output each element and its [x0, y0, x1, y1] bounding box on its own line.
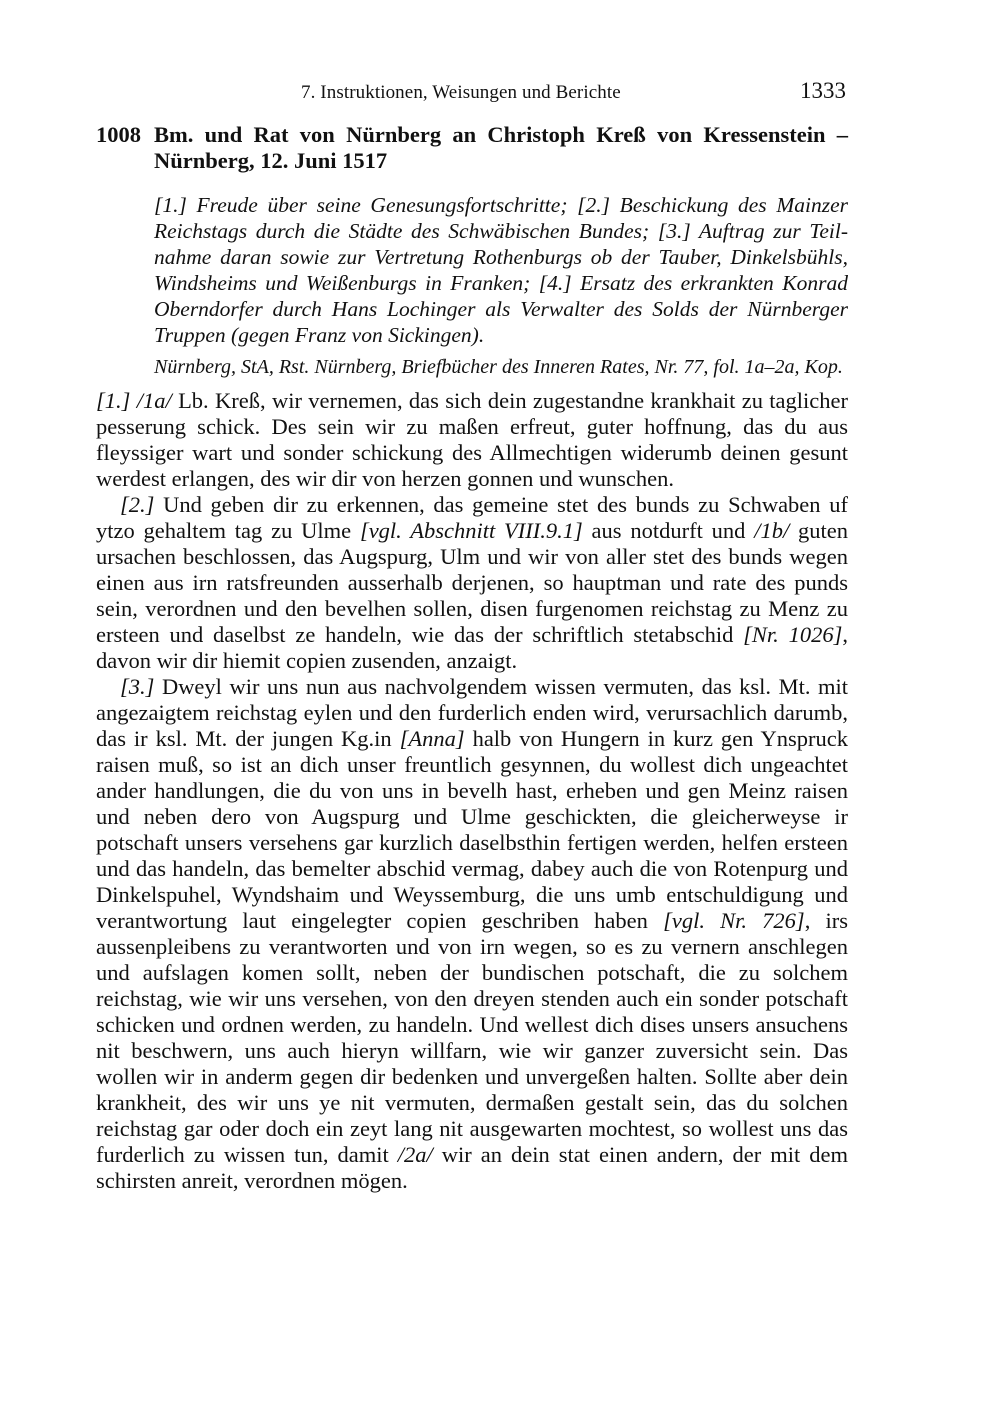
paragraph-1-marker: [1.] /1a/: [96, 388, 172, 413]
paragraph-2-marker: [2.]: [120, 492, 155, 517]
paragraph-2-text-1: Und geben dir zu erkennen, das gemeine stet des bunds zu Schwaben uf ytzo gehaltem tag zu Ulme: [96, 492, 848, 543]
paragraph-3-text-1: Dweyl wir uns nun aus nachvolgendem wissen vermuten, das ksl. Mt. mit angezaigtem reichstag eylen und den furderlich enden wird, verursachlich darumb, das ir ksl. Mt. der jungen Kg.in: [96, 674, 848, 751]
paragraph-3-text-4: wir an dein stat einen andern, der mit dem schirsten anreit, verordnen mögen.: [96, 1142, 848, 1193]
paragraph-3-marker: [3.]: [120, 674, 155, 699]
page-number: 1333: [800, 78, 846, 103]
regest-summary: [1.] Freude über seine Genesungsfortschritte; [2.] Beschickung des Mainzer Reichstags durch die Städte des Schwäbischen Bundes; [3.] Auftrag zur Teilnahme daran sowie zur Vertretung Rothenburgs ob der Tauber, Dinkelsbühls, Windsheims und Weißenburgs in Franken; [4.] Ersatz des erkrankten Konrad Oberndorfer durch Hans Lochinger als Verwalter des Solds der Nürnberger Truppen (gegen Franz von Sickingen).: [154, 193, 848, 347]
paragraph-1-text: Lb. Kreß, wir vernemen, das sich dein zugestandne krankhait zu taglicher pesserung schick. Des sein wir zu maßen erfreut, guter hoffnung, das du aus fleyssiger wart und sonder schickung des Allmechtigen widerumb deinen gesunt werdest erlangen, des wir dir von herzen gonnen und wunschen.: [96, 388, 849, 491]
paragraph-2-editorial-ref-1: [vgl. Abschnitt VIII.9.1]: [359, 518, 583, 543]
page: [96, 72, 848, 1194]
paragraph-3-text-2: halb von Hungern in kurz gen Ynspruck raisen muß, so ist an dich unser freuntlich gesynnen, du wollest dich ungeachtet ander handlungen, die du von uns in bevelh hast, erheben und gen Meinz raisen und neben dero von Augspurg und Ulme geschickten, die gleicherweyse ir potschaft unsers versehens gar kurzlich daselbsthin fertigen werden, helfen ersteen und das handeln, das bemelter abschid vermag, dabey auch die von Rotenpurg und Dinkelspuhel, Wyndshaim und Weyssemburg, die uns umb entschuldigung und verantwortung laut eingelegter copien geschriben haben: [96, 726, 848, 933]
paragraph-3-folio-mark: /2a/: [397, 1142, 433, 1167]
paragraph-3: [96, 674, 848, 1194]
paragraph-2-text-2: aus notdurft und: [582, 518, 755, 543]
paragraph-2-folio-mark: /1b/: [754, 518, 790, 543]
paragraph-2-editorial-ref-2: [Nr. 1026]: [743, 622, 843, 647]
paragraph-1: [96, 388, 848, 492]
document-heading: [96, 122, 848, 174]
paragraph-3-text-3: , irs aussenpleibens zu verantworten und von irn wegen, so es zu vernern anschlegen und aufslagen komen sollt, neben der bundischen potschaft, die zu solchem reichstag, wie wir uns versehen, von den dreyen stenden auch ein sonder potschaft schicken und ordnen werden, zu handeln. Und wellest dich dises unsers ansuchens nit beschwern, uns auch hieryn willfarn, wie wir ganzer zuversicht sein. Das wollen wir in anderm gegen dir bedenken und unvergeßen halten. Sollte aber dein krankheit, des wir uns ye nit vermuten, dermaßen gestalt sein, das du solchen reichstag gar oder doch ein zeyt lang nit ausgewarten mochtest, so wollest uns das furderlich zu wissen tun, damit: [96, 908, 848, 1167]
source-reference: Nürnberg, StA, Rst. Nürnberg, Briefbücher des Inneren Rates, Nr. 77, fol. 1a–2a, Kop.: [154, 356, 843, 378]
document-number: 1008: [96, 122, 141, 147]
running-head-title: 7. Instruktionen, Weisungen und Berichte: [301, 82, 621, 103]
paragraph-2-text-3: guten ursachen beschlossen, das Augspurg, Ulm und wir von aller stet des bunds wegen einen aus irn ratsfreunden ausserhalb derjenen, so hauptman und rate des punds sein, verordnen und den bevelhen sollen, disen furgenomen reichstag zu Menz zu ersteen und daselbst ze handeln, wie das der schriftlich stetabschid: [96, 518, 848, 647]
paragraph-2-text-4: , davon wir dir hiemit copien zusenden, anzaigt.: [96, 622, 848, 673]
document-title: Bm. und Rat von Nürnberg an Christoph Kreß von Kressenstein – Nürnberg, 12. Juni 1517: [154, 122, 848, 173]
paragraph-3-editorial-ref-2: [vgl. Nr. 726]: [663, 908, 805, 933]
paragraph-2: [96, 492, 848, 674]
letter-body: [96, 388, 848, 1194]
paragraph-3-editorial-ref-1: [Anna]: [399, 726, 465, 751]
running-head: [96, 72, 848, 114]
